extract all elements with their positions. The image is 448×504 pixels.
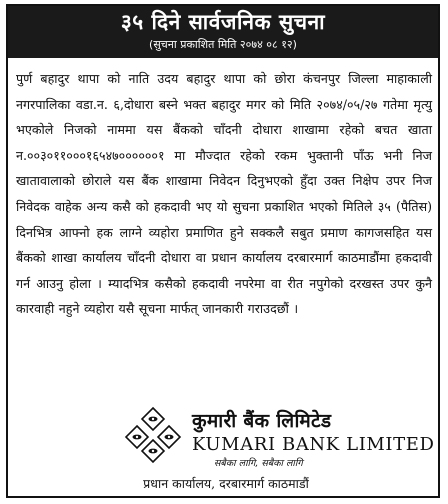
- notice-publish-date: (सुचना प्रकाशित मिति २०७४ ०८ १२): [149, 38, 297, 51]
- bank-signature: [16, 406, 436, 496]
- kumari-bank-logo-icon: [124, 406, 182, 464]
- bank-tagline: सबैका लागि, सबैका लागि: [214, 458, 303, 469]
- head-office-address: प्रधान कार्यालय, दरबारमार्ग काठमाडौं: [143, 476, 309, 491]
- notice-body: पुर्ण बहादुर थापा को नाति उदय बहादुर थापा को छोरा कंचनपुर जिल्ला माहाकाली नगरपालिका वडा.न. ६,दोधारा बस्ने भक्त बहादुर मगर को मिति २०७४/०५/२७ गतेमा मृत्यु भएकोले निजको नाममा यस बैंकको चाँदनी दोधारा शाखामा रहेको बचत खाता न.००३०११०००१६५४७००००००१ मा मौज्दात रहेको रकम भुक्तानी पाँऊ भनी निज खातावालाको छोराले यस बैंक शाखामा निवेदन दिनुभएको हुँदा उक्त निक्षेप उपर निज निवेदक वाहेक अन्य कसै को हकदावी भए यो सुचना प्रकाशित भएको मितिले ३५ (पैतिस) दिनभित्र आफ्नो हक लाग्ने व्यहोरा प्रमाणित हुने सक्कलै सबुत प्रमाण कागजसहित यस बैंकको शाखा कार्यालय चाँदनी दोधारा वा प्रधान कार्यालय दरबारमार्ग काठमाडौंमा हकदावी गर्न आउनु होला । म्यादभित्र कसैको हकदावी नपरेमा वा रीत नपुगेको दरखस्त उपर कुनै कारवाही नहुने व्यहोरा यसै सूचना मार्फत् जानकारी गराउदछौं ।: [16, 71, 432, 317]
- notice-title: ३५ दिने सार्वजनिक सुचना: [120, 10, 326, 34]
- bank-name-english: KUMARI BANK LIMITED: [192, 434, 435, 455]
- notice-frame: [6, 4, 440, 498]
- bank-name-nepali: कुमारी बैंक लिमिटेड: [192, 410, 332, 432]
- notice-header: [8, 6, 438, 58]
